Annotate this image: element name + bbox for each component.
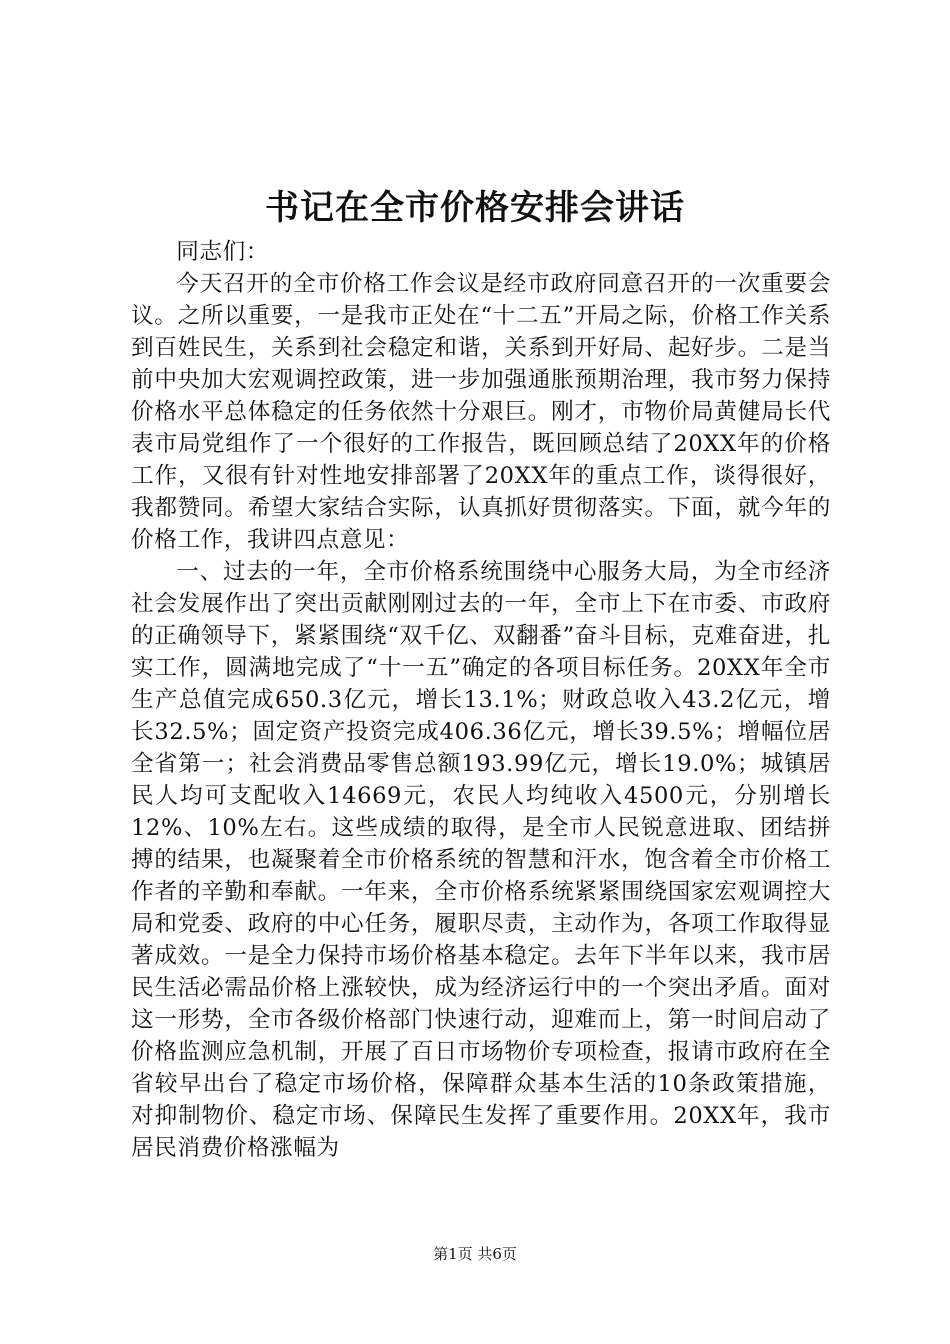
page-footer: 第1页 共6页 [433, 1245, 517, 1263]
paragraph-2: 一、过去的一年，全市价格系统围绕中心服务大局，为全市经济社会发展作出了突出贡献刚刚过去的一年，全市上下在市委、市政府的正确领导下，紧紧围绕“双千亿、双翻番”奋斗目标，克难奋进，扎实工作，圆满地完成了“十一五”确定的各项目标任务。20XX年全市生产总值完成650.3亿元，增长13.1%；财政总收入43.2亿元，增长32.5%；固定资产投资完成406.36亿元，增长39.5%；增幅位居全省第一；社会消费品零售总额193.99亿元，增长19.0%；城镇居民人均可支配收入14669元，农民人均纯收入4500元，分别增长12%、10%左右。这些成绩的取得，是全市人民锐意进取、团结拼搏的结果，也凝聚着全市价格系统的智慧和汗水，饱含着全市价格工作者的辛勤和奉献。一年来，全市价格系统紧紧围绕国家宏观调控大局和党委、政府的中心任务，履职尽责，主动作为，各项工作取得显著成效。一是全力保持市场价格基本稳定。去年下半年以来，我市居民生活必需品价格上涨较快，成为经济运行中的一个突出矛盾。面对这一形势，全市各级价格部门快速行动，迎难而上，第一时间启动了价格监测应急机制，开展了百日市场物价专项检查，报请市政府在全省较早出台了稳定市场价格，保障群众基本生活的10条政策措施，对抑制物价、稳定市场、保障民生发挥了重要作用。20XX年，我市居民消费价格涨幅为 [131, 559, 831, 1161]
salutation: 同志们： [176, 239, 269, 265]
document-title: 书记在全市价格安排会讲话 [265, 188, 685, 228]
paragraph-1: 今天召开的全市价格工作会议是经市政府同意召开的一次重要会议。之所以重要，一是我市正处在“十二五”开局之际，价格工作关系到百姓民生，关系到社会稳定和谐，关系到开好局、起好步。二是当前中央加大宏观调控政策，进一步加强通胀预期治理，我市努力保持价格水平总体稳定的任务依然十分艰巨。刚才，市物价局黄健局长代表市局党组作了一个很好的工作报告，既回顾总结了20XX年的价格工作，又很有针对性地安排部署了20XX年的重点工作，谈得很好，我都赞同。希望大家结合实际，认真抓好贯彻落实。下面，就今年的价格工作，我讲四点意见： [131, 271, 831, 553]
document-body [131, 236, 831, 1164]
